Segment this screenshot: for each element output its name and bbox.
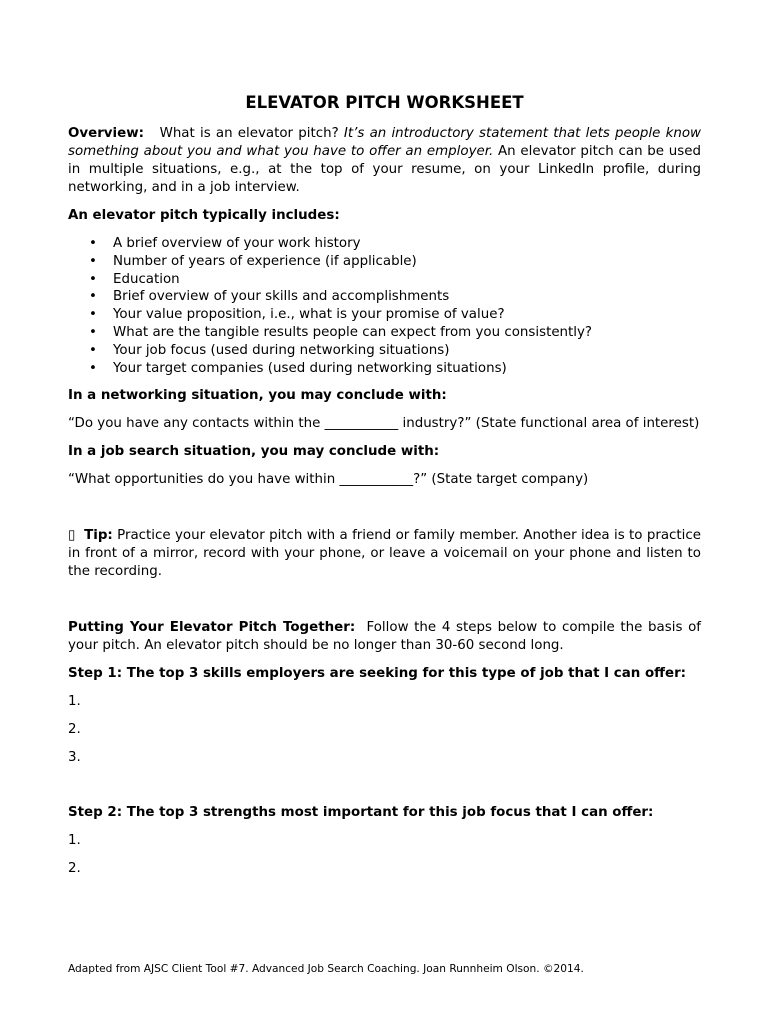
- overview-paragraph: [68, 125, 701, 197]
- list-item: [68, 253, 701, 271]
- list-item: [68, 235, 701, 253]
- list-item-text: Brief overview of your skills and accomplishments: [113, 289, 450, 305]
- list-item: [68, 342, 701, 360]
- list-item: [68, 288, 701, 306]
- list-item: [68, 360, 701, 378]
- list-item-text: Your value proposition, i.e., what is your promise of value?: [113, 307, 505, 323]
- tip-text: Practice your elevator pitch with a friend or family member. Another idea is to practice in front of a mirror, record with your phone, or leave a voicemail on your phone and listen to the recording.: [68, 528, 701, 580]
- networking-text: “Do you have any contacts within the ___________ industry?” (State functional area of interest): [68, 416, 700, 432]
- list-item-text: Your job focus (used during networking situations): [113, 342, 450, 358]
- includes-heading: An elevator pitch typically includes:: [68, 208, 340, 223]
- step2-line-2: 2.: [68, 861, 81, 877]
- list-item-text: A brief overview of your work history: [113, 236, 361, 251]
- worksheet-content: [68, 92, 701, 878]
- step1-heading: Step 1: The top 3 skills employers are seeking for this type of job that I can offer:: [68, 666, 687, 682]
- tip-label: Tip:: [84, 528, 113, 544]
- tip-paragraph: [68, 527, 701, 581]
- list-item-text: Your target companies (used during networking situations): [113, 360, 507, 376]
- step2-line-1: 1.: [68, 833, 81, 849]
- list-item: [68, 271, 701, 289]
- step1-line-1: 1.: [68, 694, 81, 710]
- step1-line-3: 3.: [68, 750, 81, 766]
- list-item-text: What are the tangible results people can expect from you consistently?: [113, 324, 593, 340]
- step1-line-2: 2.: [68, 722, 81, 738]
- list-item: [68, 306, 701, 324]
- putting-together-text: Follow the 4 steps below to compile the basis of your pitch. An elevator pitch should be no longer than 30-60 second long.: [68, 620, 701, 654]
- bullet-icon: •: [89, 271, 97, 287]
- overview-rest: An elevator pitch can be used in multiple situations, e.g., at the top of your resume, on your LinkedIn profile, during networking, and in a job interview.: [68, 144, 701, 195]
- overview-question: What is an elevator pitch?: [159, 126, 339, 141]
- list-item: [68, 324, 701, 342]
- bullet-icon: •: [89, 236, 97, 251]
- networking-heading: In a networking situation, you may conclude with:: [68, 388, 447, 404]
- bullet-icon: •: [89, 342, 97, 358]
- bullet-icon: •: [89, 324, 97, 340]
- job-search-text: “What opportunities do you have within ___________?” (State target company): [68, 472, 589, 488]
- list-item-text: Number of years of experience (if applicable): [113, 253, 417, 269]
- overview-label: Overview:: [68, 126, 144, 141]
- putting-together-paragraph: [68, 619, 701, 655]
- page-footer: Adapted from AJSC Client Tool #7. Advanced Job Search Coaching. Joan Runnheim Olson. ©2014.: [68, 963, 584, 975]
- step2-heading: Step 2: The top 3 strengths most important for this job focus that I can offer:: [68, 805, 654, 821]
- includes-list: [68, 235, 701, 377]
- job-search-heading: In a job search situation, you may conclude with:: [68, 444, 440, 460]
- list-item-text: Education: [113, 271, 180, 287]
- bullet-icon: •: [89, 253, 97, 269]
- bullet-icon: •: [89, 289, 97, 305]
- putting-together-label: Putting Your Elevator Pitch Together:: [68, 620, 356, 636]
- page-title: ELEVATOR PITCH WORKSHEET: [245, 93, 524, 112]
- bullet-icon: •: [89, 307, 97, 323]
- overview-definition: It’s an introductory statement that lets people know something about you and what you have to offer an employer.: [68, 126, 701, 159]
- tip-icon: ▯: [68, 528, 76, 544]
- bullet-icon: •: [89, 360, 97, 376]
